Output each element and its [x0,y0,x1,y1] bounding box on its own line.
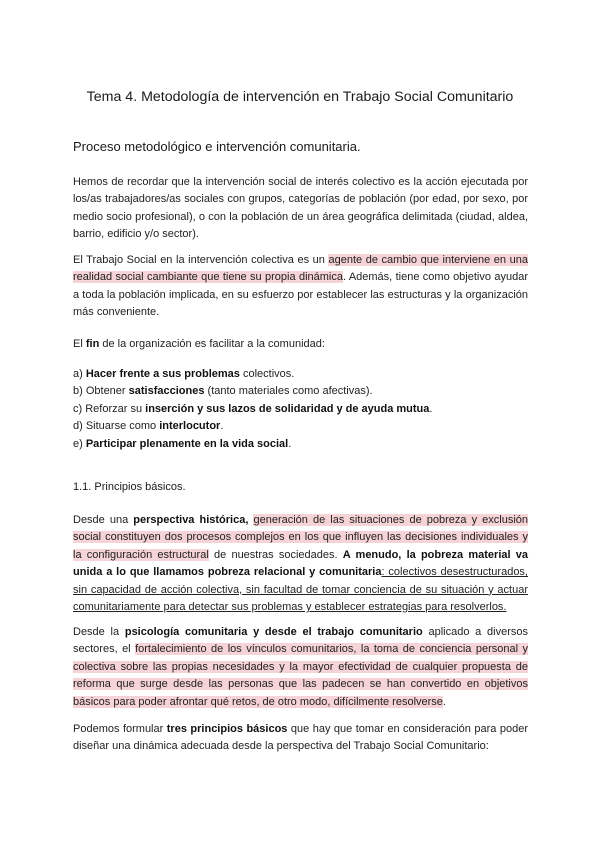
section-heading: Proceso metodológico e intervención comunitaria. [73,139,361,154]
list-item: e) Participar plenamente en la vida social. [73,437,292,450]
highlight: generación de las situaciones de pobreza y exclusión social constituyen dos procesos complejos en los que influyen las decisiones individuales y la configuración estructural [73,514,529,561]
list-item: b) Obtener satisfacciones (tanto materiales como afectivas). [73,385,373,398]
paragraph-psychology: Desde la psicología comunitaria y desde el trabajo comunitario aplicado a diversos sectores, el fortalecimiento de los vínculos comunitarios, la toma de conciencia personal y colectiva sobre las propias necesidades y la mayor efectividad de cualquier propuesta de reforma que surge desde las personas que las padecen se han convertido en objetivos básicos para poder afrontar qué retos, de otro modo, difícilmente resolverse. [73,626,528,708]
list-item: c) Reforzar su inserción y sus lazos de solidaridad y de ayuda mutua. [73,402,433,415]
list-item: d) Situarse como interlocutor. [73,420,224,433]
purpose-list [73,366,528,453]
paragraph-purpose: El fin de la organización es facilitar a la comunidad: [73,338,325,350]
paragraph-intro: Hemos de recordar que la intervención social de interés colectivo es la acción ejecutada por los/as trabajadores/as sociales con grupos, categorías de población (por edad, por sexo, por medio socio profesional), o con la población de un área geográfica delimitada (ciudad, aldea, barrio, edificio y/o sector). [73,176,528,241]
highlight: agente de cambio que interviene en una realidad social cambiante que tiene su propia dinámica [73,254,528,284]
subsection-heading: 1.1. Principios básicos. [73,481,186,493]
highlight: fortalecimiento de los vínculos comunitarios, la toma de conciencia personal y colectiva sobre las propias necesidades y la mayor efectividad de cualquier propuesta de reforma que surge desde las personas que las padecen se han convertido en objetivos básicos para poder afrontar qué retos, de otro modo, difícilmente resolverse [73,643,528,708]
document-title: Tema 4. Metodología de intervención en Trabajo Social Comunitario [86,89,514,105]
underlined-text: : colectivos desestructurados, sin capacidad de acción colectiva, sin facultad de tomar conciencia de su situación y actuar comunitariamente para detectar sus problemas y establecer estrategias para resolverlos. [73,566,528,614]
paragraph-agent: El Trabajo Social en la intervención colectiva es un agente de cambio que interviene en una realidad social cambiante que tiene su propia dinámica. Además, tiene como objetivo ayudar a toda la población implicada, en su esfuerzo por establecer las estructuras y la organización más conveniente. [73,254,528,319]
paragraph-historical: Desde una perspectiva histórica, generación de las situaciones de pobreza y exclusión social constituyen dos procesos complejos en los que influyen las decisiones individuales y la configuración estructural de nuestras sociedades. A menudo, la pobreza material va unida a lo que llamamos pobreza relacional y comunitaria: colectivos desestructurados, sin capacidad de acción colectiva, sin facultad de tomar conciencia de su situación y actuar comunitariamente para detectar sus problemas y establecer estrategias para resolverlos. [73,514,529,614]
list-item: a) Hacer frente a sus problemas colectivos. [73,368,295,380]
paragraph-principles: Podemos formular tres principios básicos que hay que tomar en consideración para poder diseñar una dinámica adecuada desde la perspectiva del Trabajo Social Comunitario: [73,723,528,753]
